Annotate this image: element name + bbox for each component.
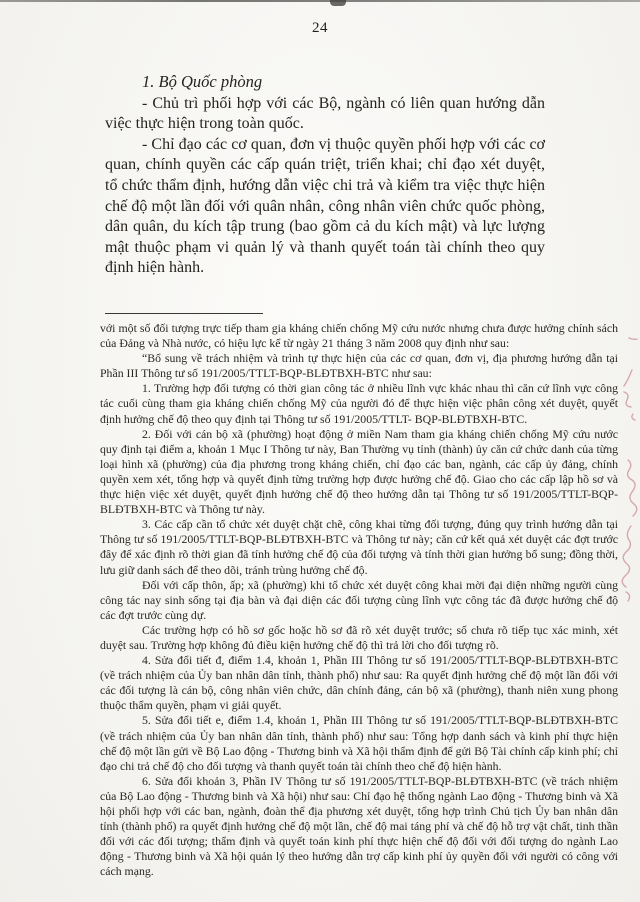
footnote-paragraph: 1. Trường hợp đối tượng có thời gian công tác ở nhiều lĩnh vực khác nhau thì căn cứ lĩnh vực công tác cuối cùng tham gia kháng chiến chống Mỹ của người đó để thực hiện việc phân công xét duyệt, quyết định hưởng chế độ theo quy định tại Thông tư số 191/2005/TTLT- BQP-BLĐTBXH-BTC. [100, 381, 618, 426]
footnote-paragraph: 2. Đối với cán bộ xã (phường) hoạt động ở miền Nam tham gia kháng chiến chống Mỹ cứu nước quy định tại điểm a, khoản 1 Mục I Thông tư này, Ban Thường vụ tỉnh (thành) ủy căn cứ chức danh của từng loại hình xã (phường) của địa phương trong kháng chiến, chỉ đạo các ban, ngành, các cấp ủy đảng, chính quyền xem xét, tổng hợp và quyết định từng trường hợp được hưởng chế độ. Giao cho các cấp lập hồ sơ và thực hiện việc xét duyệt, quyết định hưởng chế độ theo hướng dẫn tại Thông tư số 191/2005/TTLT-BQP-BLĐTBXH-BTC và Thông tư này. [100, 426, 618, 517]
body-paragraph: - Chủ trì phối hợp với các Bộ, ngành có liên quan hướng dẫn việc thực hiện trong toàn quốc. [105, 94, 545, 133]
scan-edge-notch [330, 0, 346, 6]
body-paragraph: - Chỉ đạo các cơ quan, đơn vị thuộc quyền phối hợp với các cơ quan, chính quyền các cấp quán triệt, triển khai; chỉ đạo xét duyệt, tổ chức thẩm định, hướng dẫn việc chi trả và kiểm tra việc thực hiện chế độ một lần đối với quân nhân, công nhân viên chức quốc phòng, dân quân, du kích tập trung (bao gồm cả du kích mật) và lực lượng mật thuộc phạm vi quản lý và thanh quyết toán tài chính theo quy định hiện hành. [105, 135, 545, 277]
footnote-paragraphs [100, 321, 618, 879]
footnote-paragraph: Đối với cấp thôn, ấp; xã (phường) khi tổ chức xét duyệt công khai mời đại diện những người cùng công tác nay sinh sống tại địa bàn và đại diện các đối tượng cùng lĩnh vực công tác đã được hưởng chế độ các đợt trước cùng dự. [100, 577, 618, 622]
scan-edge-artifact [0, 0, 640, 2]
footnote-paragraph: 5. Sửa đổi tiết e, điểm 1.4, khoản 1, Phần III Thông tư số 191/2005/TTLT-BQP-BLĐTBXH-BTC (về trách nhiệm của Ủy ban nhân dân tỉnh, thành phố) như sau: Tổng hợp danh sách và kinh phí thực hiện chế độ một lần gửi về Bộ Lao động - Thương binh và Xã hội thẩm định để gửi Bộ Tài chính cấp kinh phí; chỉ đạo chi trả chế độ cho đối tượng và thanh quyết toán tài chính theo chế độ hiện hành. [100, 713, 618, 773]
page-number: 24 [312, 20, 328, 36]
footnote-paragraph: Các trường hợp có hồ sơ gốc hoặc hồ sơ đã rõ xét duyệt trước; số chưa rõ tiếp tục xác minh, xét duyệt sau. Trường hợp không đủ điều kiện hưởng chế độ thì trả lời cho đối tượng rõ. [100, 622, 618, 652]
footnote-paragraph: 3. Các cấp cần tổ chức xét duyệt chặt chẽ, công khai từng đối tượng, đúng quy trình hướng dẫn tại Thông tư số 191/2005/TTLT-BQP-BLĐTBXH-BTC và Thông tư này; căn cứ kết quả xét duyệt các đợt trước đây để xác định rõ thời gian đã tính hưởng chế độ của đối tượng và tính thời gian hưởng bổ sung; đồng thời, lưu giữ danh sách để theo dõi, tránh trùng hưởng chế độ. [100, 517, 618, 577]
handwritten-margin-marks [602, 330, 640, 730]
footnote-separator [105, 313, 263, 314]
footnote-paragraph: “Bổ sung về trách nhiệm và trình tự thực hiện của các cơ quan, đơn vị, địa phương hướng dẫn tại Phần III Thông tư số 191/2005/TTLT-BQP-BLĐTBXH-BTC như sau: [100, 351, 618, 381]
footnote-section [100, 321, 618, 879]
body-paragraphs [105, 94, 545, 279]
footnote-paragraph: 6. Sửa đổi khoản 3, Phần IV Thông tư số 191/2005/TTLT-BQP-BLĐTBXH-BTC (về trách nhiệm của Bộ Lao động - Thương binh và Xã hội) như sau: Chỉ đạo hệ thống ngành Lao động - Thương binh và Xã hội phối hợp với các ban, ngành, đoàn thể địa phương xét duyệt, tổng hợp trình Chủ tịch Ủy ban nhân dân tỉnh (thành phố) ra quyết định hưởng chế độ một lần, chế độ mai táng phí và chế độ hỗ trợ vật chất, tinh thần đối với các đối tượng; thẩm định và quyết toán kinh phí thực hiện chế độ đối với đối tượng do ngành Lao động - Thương binh và Xã hội quản lý theo hướng dẫn trợ cấp kinh phí ủy quyền đối với người có công với cách mạng. [100, 773, 618, 879]
footnote-paragraph: 4. Sửa đổi tiết đ, điểm 1.4, khoản 1, Phần III Thông tư số 191/2005/TTLT-BQP-BLĐTBXH-BTC (về trách nhiệm của Ủy ban nhân dân tỉnh, thành phố) như sau: Ra quyết định hưởng chế độ một lần đối với các đối tượng là cán bộ, công nhân viên chức, dân chính đảng, cán bộ xã (phường), thanh niên xung phong thuộc thẩm quyền, phạm vi giải quyết. [100, 653, 618, 713]
footnote-paragraph: với một số đối tượng trực tiếp tham gia kháng chiến chống Mỹ cứu nước nhưng chưa được hưởng chính sách của Đảng và Nhà nước, có hiệu lực kể từ ngày 21 tháng 3 năm 2008 quy định như sau: [100, 321, 618, 351]
body-section [105, 72, 545, 279]
section-heading: 1. Bộ Quốc phòng [142, 72, 263, 91]
